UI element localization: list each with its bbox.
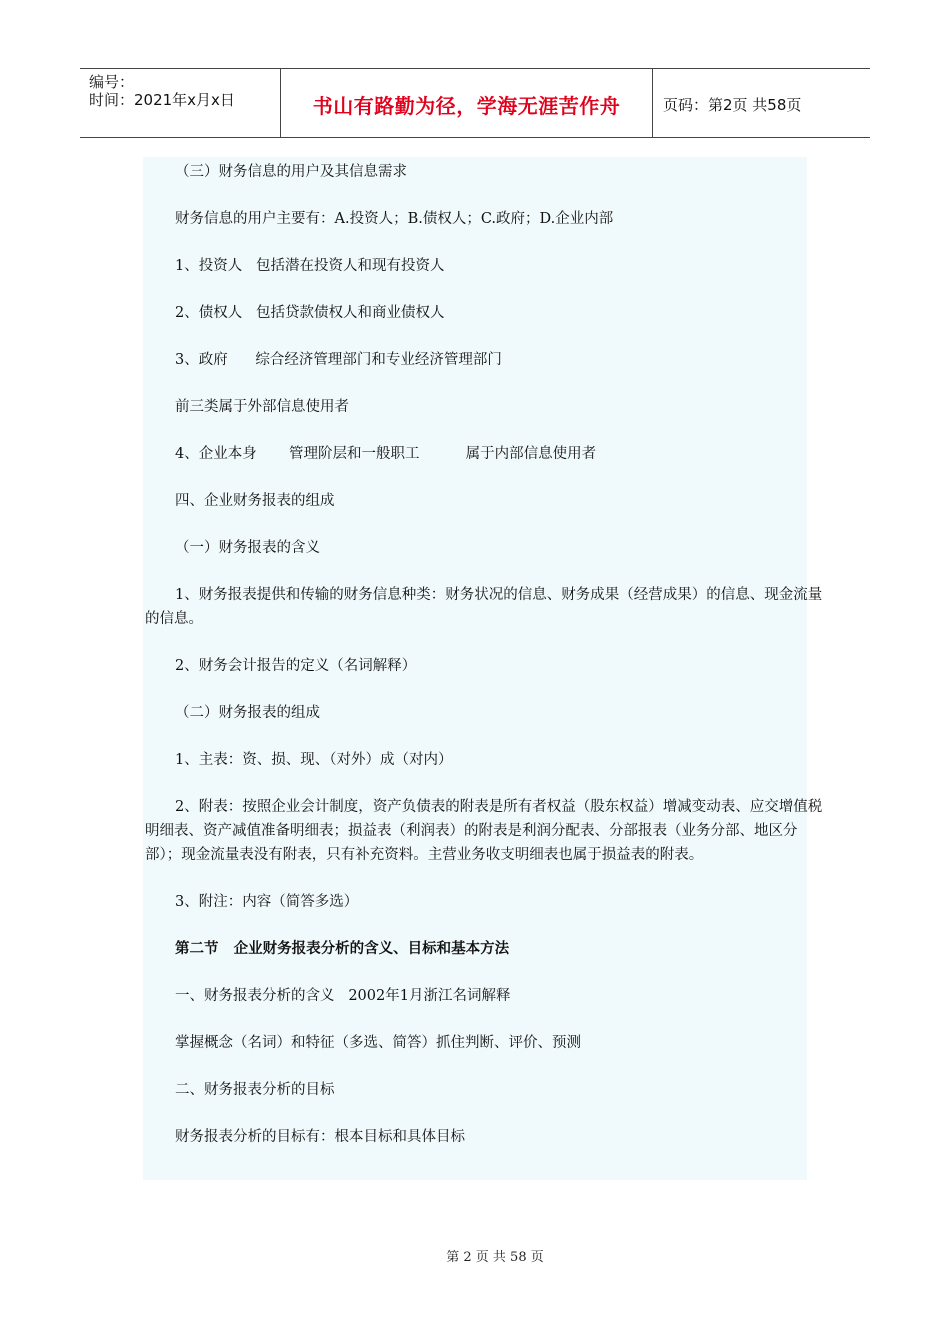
list-item: 2、债权人 包括贷款债权人和商业债权人 xyxy=(175,305,445,321)
paragraph: 2、附表：按照企业会计制度，资产负债表的附表是所有者权益（股东权益）增减变动表、应交增值税明细表、资产减值准备明细表；损益表（利润表）的附表是利润分配表、分部报表（业务分部、地区分部）；现金流量表没有附表，只有补充资料。主营业务收支明细表也属于损益表的附表。 xyxy=(145,799,823,863)
section-heading: 一、财务报表分析的含义 2002年1月浙江名词解释 xyxy=(175,988,511,1004)
subsection-heading: （三）财务信息的用户及其信息需求 xyxy=(175,164,407,180)
list-item: 1、主表：资、损、现、（对外）成（对内） xyxy=(175,752,453,768)
chapter-section-heading: 第二节 企业财务报表分析的含义、目标和基本方法 xyxy=(175,940,510,957)
list-item: 3、附注：内容（简答多选） xyxy=(175,894,359,910)
footer-page-number: 第 2 页 共 58 页 xyxy=(446,1250,544,1265)
section-heading: 二、财务报表分析的目标 xyxy=(175,1082,335,1098)
paragraph: 财务报表分析的目标有：根本目标和具体目标 xyxy=(175,1129,465,1145)
number-label: 编号： xyxy=(89,73,135,91)
list-item: 3、政府 综合经济管理部门和专业经济管理部门 xyxy=(175,352,502,368)
header-page-cell xyxy=(653,69,870,137)
list-item: 2、财务会计报告的定义（名词解释） xyxy=(175,658,417,674)
page-footer xyxy=(0,1246,950,1265)
subsection-heading: （二）财务报表的组成 xyxy=(175,705,320,721)
motto-text: 书山有路勤为径，学海无涯苦作舟 xyxy=(312,93,621,118)
paragraph: 财务信息的用户主要有：A.投资人；B.债权人；C.政府；D.企业内部 xyxy=(175,211,614,227)
header-meta-cell xyxy=(80,69,281,137)
subsection-heading: （一）财务报表的含义 xyxy=(175,540,320,556)
list-item: 4、企业本身 管理阶层和一般职工 属于内部信息使用者 xyxy=(175,446,597,462)
paragraph: 1、财务报表提供和传输的财务信息种类：财务状况的信息、财务成果（经营成果）的信息、现金流量的信息。 xyxy=(145,587,823,627)
document-body xyxy=(145,150,825,1149)
header-motto-cell xyxy=(281,69,653,137)
paragraph: 掌握概念（名词）和特征（多选、简答）抓住判断、评价、预测 xyxy=(175,1035,581,1051)
list-item: 1、投资人 包括潜在投资人和现有投资人 xyxy=(175,258,445,274)
section-heading: 四、企业财务报表的组成 xyxy=(175,493,335,509)
document-header xyxy=(80,68,870,138)
time-label: 时间：2021年x月x日 xyxy=(89,91,235,109)
paragraph: 前三类属于外部信息使用者 xyxy=(175,399,349,415)
page-info: 页码：第2页 共58页 xyxy=(663,95,802,114)
